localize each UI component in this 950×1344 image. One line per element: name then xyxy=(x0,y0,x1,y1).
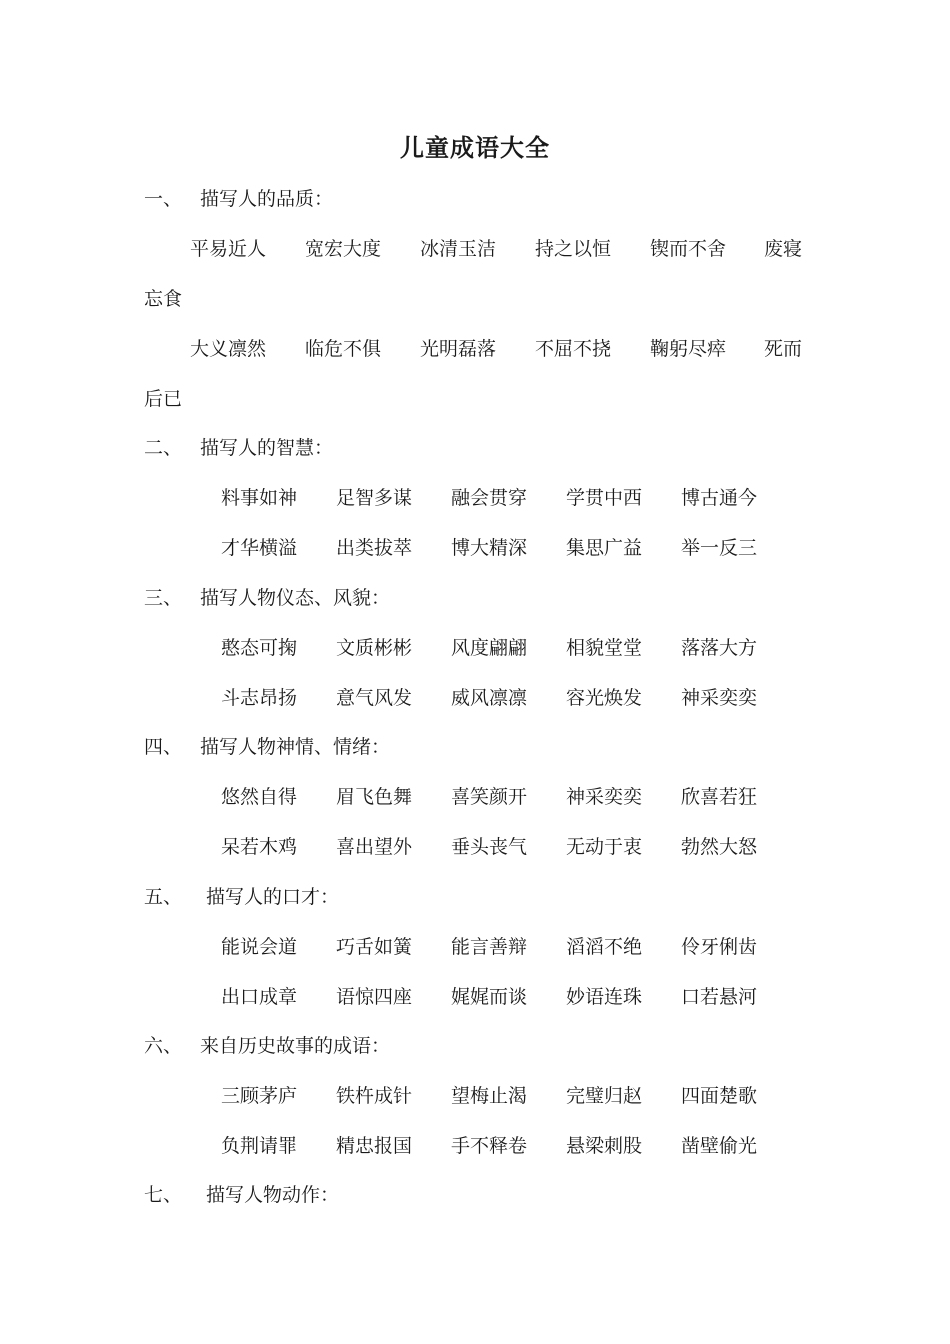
idiom: 能说会道 xyxy=(221,936,298,958)
idiom: 喜出望外 xyxy=(336,836,413,858)
idiom: 精忠报国 xyxy=(336,1135,413,1157)
idiom-row xyxy=(0,284,950,314)
section-number: 六、 xyxy=(144,1035,183,1057)
idiom-row xyxy=(0,932,950,962)
section-number: 三、 xyxy=(144,587,183,609)
idiom: 学贯中西 xyxy=(566,487,643,509)
idiom: 负荆请罪 xyxy=(221,1135,298,1157)
idiom: 呆若木鸡 xyxy=(221,836,298,858)
idiom: 博大精深 xyxy=(451,537,528,559)
section-number: 五、 xyxy=(144,886,183,908)
idiom: 平易近人 xyxy=(190,238,267,260)
section-number: 四、 xyxy=(144,736,183,758)
idiom: 持之以恒 xyxy=(535,238,612,260)
idiom-row xyxy=(0,384,950,414)
idiom-row xyxy=(0,633,950,663)
idiom: 集思广益 xyxy=(566,537,643,559)
section-heading xyxy=(144,1031,390,1061)
idiom: 料事如神 xyxy=(221,487,298,509)
idiom: 口若悬河 xyxy=(681,986,758,1008)
idiom: 伶牙俐齿 xyxy=(681,936,758,958)
idiom-row xyxy=(0,782,950,812)
section-heading-text: 描写人物神情、情绪： xyxy=(200,736,391,758)
idiom: 悠然自得 xyxy=(221,786,298,808)
idiom: 锲而不舍 xyxy=(650,238,727,260)
section-number: 二、 xyxy=(144,437,183,459)
section-heading-text: 来自历史故事的成语： xyxy=(200,1035,391,1057)
idiom: 憨态可掬 xyxy=(221,637,298,659)
idiom: 铁杵成针 xyxy=(336,1085,413,1107)
idiom-row xyxy=(0,832,950,862)
idiom: 才华横溢 xyxy=(221,537,298,559)
section-heading xyxy=(144,184,333,214)
idiom: 妙语连珠 xyxy=(566,986,643,1008)
idiom: 废寝 xyxy=(764,238,803,260)
section-number: 一、 xyxy=(144,188,183,210)
idiom: 垂头丧气 xyxy=(451,836,528,858)
idiom: 语惊四座 xyxy=(336,986,413,1008)
idiom: 无动于衷 xyxy=(566,836,643,858)
idiom: 巧舌如簧 xyxy=(336,936,413,958)
idiom: 光明磊落 xyxy=(420,338,497,360)
idiom: 悬梁刺股 xyxy=(566,1135,643,1157)
section-heading-text: 描写人物仪态、风貌： xyxy=(200,587,391,609)
idiom: 出口成章 xyxy=(221,986,298,1008)
idiom: 大义凛然 xyxy=(190,338,267,360)
section-heading xyxy=(144,1180,339,1210)
idiom: 神采奕奕 xyxy=(566,786,643,808)
idiom: 不屈不挠 xyxy=(535,338,612,360)
section-heading xyxy=(144,882,339,912)
idiom: 手不释卷 xyxy=(451,1135,528,1157)
idiom: 融会贯穿 xyxy=(451,487,528,509)
page-title: 儿童成语大全 xyxy=(400,133,550,162)
idiom: 出类拔萃 xyxy=(336,537,413,559)
idiom: 凿壁偷光 xyxy=(681,1135,758,1157)
idiom: 能言善辩 xyxy=(451,936,528,958)
idiom-row xyxy=(0,1081,950,1111)
idiom: 喜笑颜开 xyxy=(451,786,528,808)
idiom: 风度翩翩 xyxy=(451,637,528,659)
idiom-row xyxy=(0,533,950,563)
idiom: 勃然大怒 xyxy=(681,836,758,858)
idiom-row xyxy=(0,334,950,364)
idiom: 忘食 xyxy=(144,288,183,310)
idiom: 后已 xyxy=(144,388,183,410)
idiom: 足智多谋 xyxy=(336,487,413,509)
section-number: 七、 xyxy=(144,1184,183,1206)
idiom: 三顾茅庐 xyxy=(221,1085,298,1107)
idiom: 四面楚歌 xyxy=(681,1085,758,1107)
idiom: 眉飞色舞 xyxy=(336,786,413,808)
idiom: 相貌堂堂 xyxy=(566,637,643,659)
idiom: 意气风发 xyxy=(336,687,413,709)
idiom-row xyxy=(0,483,950,513)
section-heading-text: 描写人的品质： xyxy=(200,188,334,210)
idiom: 完璧归赵 xyxy=(566,1085,643,1107)
idiom: 滔滔不绝 xyxy=(566,936,643,958)
idiom: 举一反三 xyxy=(681,537,758,559)
idiom: 死而 xyxy=(764,338,803,360)
section-heading xyxy=(144,732,390,762)
idiom: 冰清玉洁 xyxy=(420,238,497,260)
section-heading xyxy=(144,433,333,463)
idiom-row xyxy=(0,683,950,713)
section-heading-text: 描写人的智慧： xyxy=(200,437,334,459)
idiom: 斗志昂扬 xyxy=(221,687,298,709)
section-heading-text: 描写人的口才： xyxy=(206,886,340,908)
idiom: 欣喜若狂 xyxy=(681,786,758,808)
idiom: 神采奕奕 xyxy=(681,687,758,709)
section-heading xyxy=(144,583,390,613)
idiom-row xyxy=(0,1131,950,1161)
idiom: 临危不俱 xyxy=(305,338,382,360)
idiom: 威风凛凛 xyxy=(451,687,528,709)
idiom: 文质彬彬 xyxy=(336,637,413,659)
idiom: 娓娓而谈 xyxy=(451,986,528,1008)
idiom: 容光焕发 xyxy=(566,687,643,709)
idiom-row xyxy=(0,234,950,264)
idiom: 宽宏大度 xyxy=(305,238,382,260)
section-heading-text: 描写人物动作： xyxy=(206,1184,340,1206)
idiom-row xyxy=(0,982,950,1012)
idiom: 鞠躬尽瘁 xyxy=(650,338,727,360)
idiom: 博古通今 xyxy=(681,487,758,509)
idiom: 望梅止渴 xyxy=(451,1085,528,1107)
idiom: 落落大方 xyxy=(681,637,758,659)
